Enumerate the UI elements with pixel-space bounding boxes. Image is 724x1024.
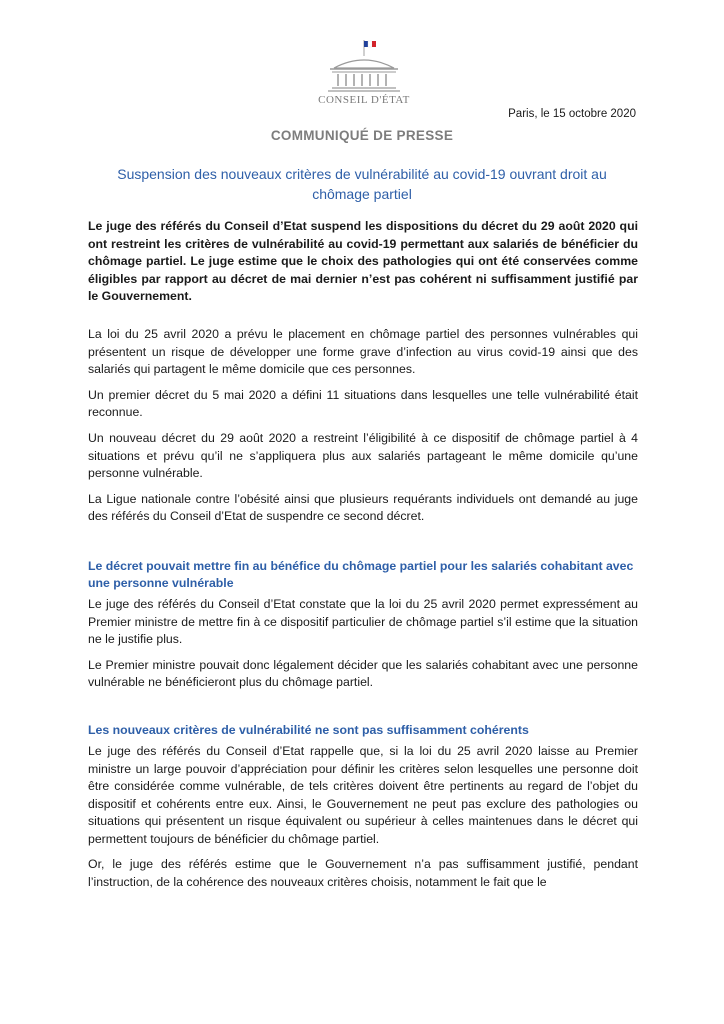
body-paragraph: Le juge des référés du Conseil d’Etat rappelle que, si la loi du 25 avril 2020 laisse au Premier ministre un large pouvoir d’appréciation pour définir les critères selon lesquelles une personne doit être considérée comme vulnérable, de tels critères doivent être pertinents au regard de l’objet du dispositif et cohérents entre eux. Ainsi, le Gouvernement ne peut pas exclure des pathologies ou situations qui présentent un risque équivalent ou supérieur à celles maintenues dans le décret qui permettent toujours de bénéficier du chômage partiel. xyxy=(88,743,638,846)
body-paragraph: Un premier décret du 5 mai 2020 a défini 11 situations dans lesquelles une telle vulnérabilité était reconnue. xyxy=(88,387,638,420)
body-paragraph: Le juge des référés du Conseil d’Etat constate que la loi du 25 avril 2020 permet expressément au Premier ministre de mettre fin à ce dispositif particulier de chômage partiel s’il estime que la situation ne le justifie plus. xyxy=(88,596,638,647)
conseil-etat-logo xyxy=(316,38,412,106)
logo-text: CONSEIL D'ÉTAT xyxy=(318,94,410,106)
body-paragraph: Un nouveau décret du 29 août 2020 a restreint l’éligibilité à ce dispositif de chômage partiel à 4 situations et prévu qu’il ne s’appliquera plus aux salariés partageant le même domicile qu’une personne vulnérable. xyxy=(88,430,638,481)
lead-paragraph: Le juge des référés du Conseil d’Etat suspend les dispositions du décret du 29 août 2020 qui ont restreint les critères de vulnérabilité au covid-19 permettant aux salariés de bénéficier du chômage partiel. Le juge estime que le choix des pathologies qui ont été conservées comme éligibles par rapport au décret de mai dernier n’est pas cohérent ni suffisamment justifié par le Gouvernement. xyxy=(88,219,638,304)
section-spacer xyxy=(88,534,638,558)
section-spacer xyxy=(88,700,638,722)
body-paragraph: Or, le juge des référés estime que le Gouvernement n’a pas suffisamment justifié, pendant l’instruction, de la cohérence des nouveaux critères choisis, notamment le fait que le xyxy=(88,857,638,890)
body-paragraph: La Ligue nationale contre l’obésité ainsi que plusieurs requérants individuels ont demandé au juge des référés du Conseil d’Etat de suspendre ce second décret. xyxy=(88,491,638,524)
section-heading: Le décret pouvait mettre fin au bénéfice du chômage partiel pour les salariés cohabitant avec une personne vulnérable xyxy=(88,558,634,590)
body-paragraph: La loi du 25 avril 2020 a prévu le placement en chômage partiel des personnes vulnérables qui présentent un risque de développer une forme grave d’infection au virus covid-19 ainsi que des salariés qui partagent le même domicile que ces personnes. xyxy=(88,327,638,377)
document-body xyxy=(88,326,638,900)
section-heading: Les nouveaux critères de vulnérabilité ne sont pas suffisamment cohérents xyxy=(88,722,529,737)
release-date: Paris, le 15 octobre 2020 xyxy=(508,108,636,120)
press-release-label: COMMUNIQUÉ DE PRESSE xyxy=(270,128,454,143)
building-emblem-icon xyxy=(316,38,412,94)
body-paragraph: Le Premier ministre pouvait donc légalement décider que les salariés cohabitant avec une personne vulnérable ne bénéficieront plus du chômage partiel. xyxy=(88,657,638,690)
page-title: Suspension des nouveaux critères de vulnérabilité au covid-19 ouvrant droit au chômage partiel xyxy=(117,166,607,202)
